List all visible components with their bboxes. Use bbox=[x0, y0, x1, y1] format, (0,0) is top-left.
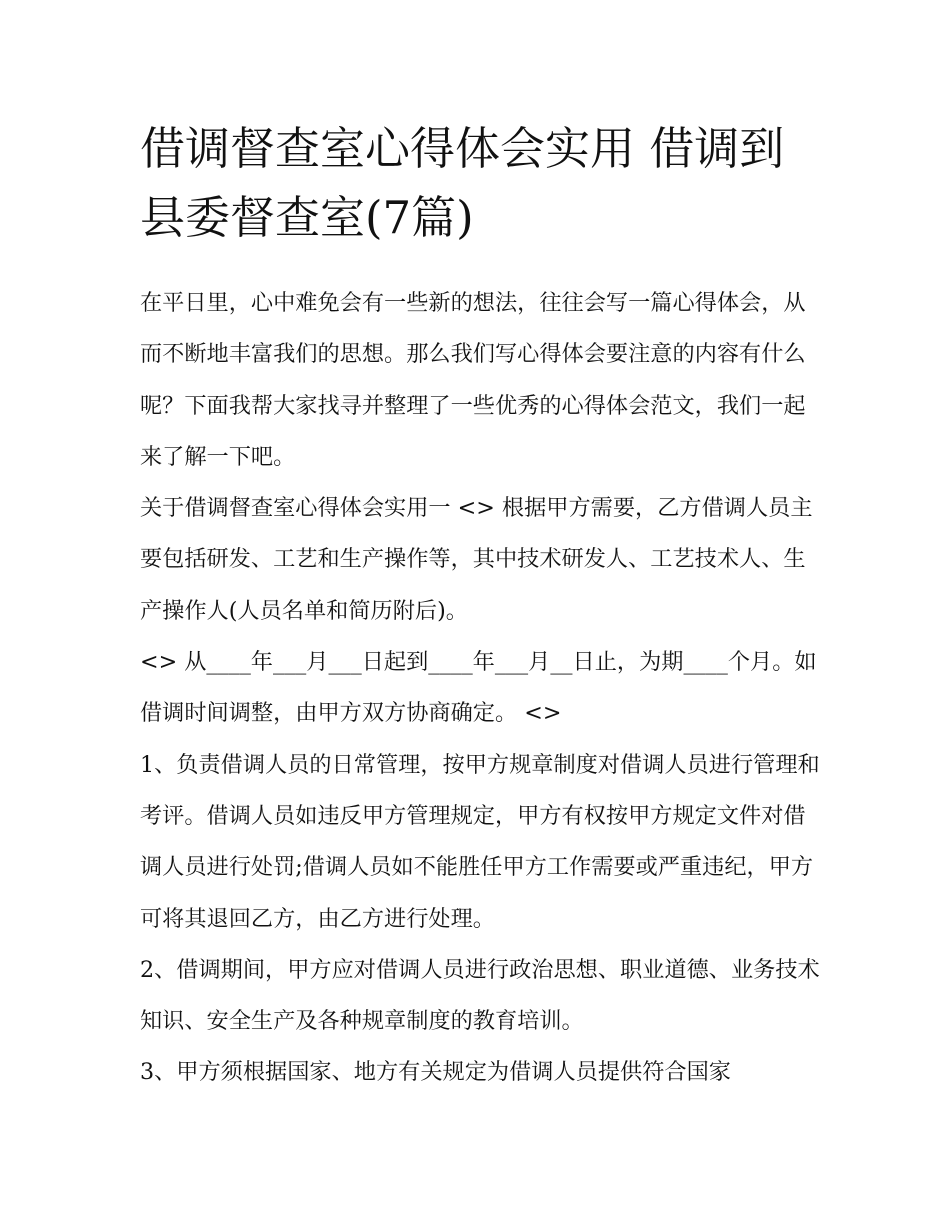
paragraph-intro: 在平日里，心中难免会有一些新的想法，往往会写一篇心得体会，从而不断地丰富我们的思想。那么我们写心得体会要注意的内容有什么呢？下面我帮大家找寻并整理了一些优秀的心得体会范文，我们一起来了解一下吧。 bbox=[140, 290, 806, 470]
paragraph-borrowing-period: <> 从____年___月___日起到____年___月__日止，为期____个月。如借调时间调整，由甲方双方协商确定。 <> bbox=[140, 649, 817, 727]
paragraph-clause-3: 3、甲方须根据国家、地方有关规定为借调人员提供符合国家 bbox=[140, 1059, 731, 1086]
document-body bbox=[140, 278, 820, 1099]
document-title: 借调督查室心得体会实用 借调到县委督查室(7篇) bbox=[140, 122, 785, 244]
paragraph-clause-1: 1、负责借调人员的日常管理，按甲方规章制度对借调人员进行管理和考评。借调人员如违反甲方管理规定，甲方有权按甲方规定文件对借调人员进行处罚;借调人员如不能胜任甲方工作需要或严重违纪，甲方可将其退回乙方，由乙方进行处理。 bbox=[140, 751, 820, 932]
paragraph-borrowing-scope: 关于借调督查室心得体会实用一 <> 根据甲方需要，乙方借调人员主要包括研发、工艺和生产操作等，其中技术研发人、工艺技术人、生产操作人(人员名单和简历附后)。 bbox=[140, 495, 813, 624]
paragraph-clause-2: 2、借调期间，甲方应对借调人员进行政治思想、职业道德、业务技术知识、安全生产及各种规章制度的教育培训。 bbox=[140, 956, 820, 1035]
